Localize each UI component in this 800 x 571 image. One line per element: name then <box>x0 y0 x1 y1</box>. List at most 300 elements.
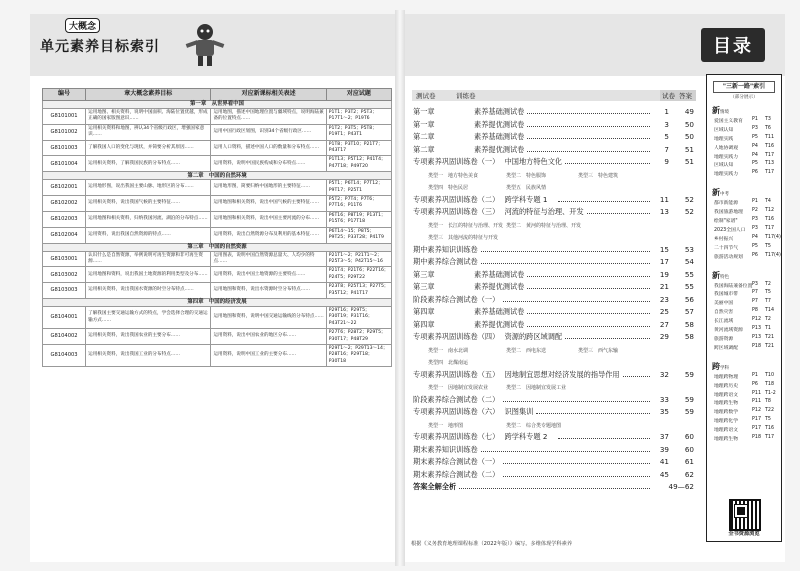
index-item[interactable] <box>712 199 778 208</box>
toc-paper-page: 23 <box>659 294 669 304</box>
toc-entry-label: 专项素养巩固训练卷（一） <box>413 157 500 166</box>
index-item-page: P3 <box>752 125 758 131</box>
index-item-question: T12 <box>765 208 775 214</box>
toc-paper-page: 21 <box>659 282 669 291</box>
toc-entry[interactable] <box>410 269 695 282</box>
index-item-page: P5 <box>752 243 758 249</box>
index-item-question: T21 <box>765 343 775 349</box>
index-title: 单元素养目标索引 <box>40 39 160 55</box>
toc-paper-page: 27 <box>659 319 669 329</box>
table-row <box>43 344 392 366</box>
toc-entry-title: 素养基础测试卷 <box>474 107 525 116</box>
toc-leader-dots <box>565 338 650 339</box>
toc-subtype: 类型三 特色建筑 <box>578 172 619 179</box>
toc-entry-title: 中国地方特色文化 <box>504 157 563 166</box>
chapter-title: 第四章 中国的经济发展 <box>43 298 392 306</box>
index-item[interactable] <box>712 252 781 262</box>
toc-leader-dots <box>558 201 650 202</box>
toc-answer-page: 56 <box>684 294 694 304</box>
index-group <box>712 187 781 261</box>
index-item-page: P5 <box>752 134 758 140</box>
index-item[interactable] <box>712 435 778 444</box>
index-item-page: P17 <box>752 426 761 432</box>
toc-entry[interactable] <box>410 456 695 469</box>
toc-entry[interactable] <box>410 206 695 219</box>
index-item-name: 绘制"家谱" <box>714 219 738 225</box>
index-item[interactable] <box>712 117 778 126</box>
table-row <box>43 306 392 328</box>
cell-test: P21T1～2；P21T1～2；P25T3～5；P42T15～16 <box>326 251 391 267</box>
toc-paper-page: 9 <box>664 157 669 166</box>
toc-entry[interactable] <box>410 331 695 344</box>
index-item-name: 地理跨化学 <box>714 419 738 425</box>
cell-goal: 运用相关资料，说出我国农业的主要分布…… <box>86 329 211 345</box>
cell-req: 运用地图，描述中国地理位置与疆域特点，说明海陆兼备的位置特点…… <box>211 109 326 125</box>
cell-test: P6T14～15；P8T5；P9T25；P33T28；P41T9 <box>326 227 391 243</box>
index-item-question: T16 <box>765 217 775 223</box>
table-row <box>43 124 392 140</box>
index-item-page: P11 <box>752 399 761 405</box>
toc-entry[interactable] <box>410 131 695 144</box>
index-item-name: 地理跨生物 <box>714 437 738 443</box>
toc-answer-page: 60 <box>684 444 694 454</box>
index-item[interactable] <box>712 170 778 179</box>
toc-entry-title: 跨学科专题 2 <box>504 432 548 441</box>
index-item-question: T2 <box>765 281 771 287</box>
cell-req: 运用人口资料，描述中国人口的数量和分布特点…… <box>211 140 326 156</box>
toc-paper-page: 7 <box>664 144 669 154</box>
table-row <box>43 227 392 243</box>
toc-subtype: 类型一 长江的特征与治理、开发 <box>428 222 504 229</box>
toc-subtype: 类型二 黄河的特征与治理、开发 <box>506 222 582 229</box>
table-row <box>43 251 392 267</box>
toc-answer-page: 59 <box>684 394 694 404</box>
index-item[interactable] <box>712 382 778 391</box>
index-item-page: P13 <box>752 334 761 340</box>
toc-paper-page: 13 <box>659 207 669 216</box>
toc-entry[interactable] <box>410 469 695 482</box>
toc-leader-dots <box>481 451 650 452</box>
table-row <box>43 329 392 345</box>
index-group-title <box>712 187 778 199</box>
toc-entry[interactable] <box>410 256 695 269</box>
chapter-title: 第一章 从世界看中国 <box>43 101 392 109</box>
toc-leader-dots <box>459 488 650 489</box>
toc-leader-dots <box>527 126 650 127</box>
cell-req: 运用图表，说明中国自然资源总量大、人均少的特点…… <box>211 251 326 267</box>
index-item-question: T5 <box>765 290 771 296</box>
table-row <box>43 267 392 283</box>
index-item-page: P4 <box>752 143 758 149</box>
toc-entry[interactable] <box>410 431 695 444</box>
toc-entry-label: 专项素养巩固训练卷（七） <box>413 432 500 441</box>
toc-entry[interactable] <box>410 394 695 407</box>
index-item-name: 旅游资源 <box>714 336 734 342</box>
cell-code: G8104001 <box>43 306 86 328</box>
table-row <box>43 180 392 196</box>
index-item-page: P1 <box>752 372 758 378</box>
group-tag: 中考 <box>720 192 729 198</box>
index-item-name: 旅游活动规划 <box>714 254 743 260</box>
index-item-name: 地理实践力 <box>714 172 738 178</box>
index-item-page: P11 <box>752 390 761 396</box>
toc-header-name: 训练卷 <box>456 92 476 100</box>
index-page <box>30 14 395 562</box>
cell-req: 运用资料，说明中国民族构成和分布特点…… <box>211 156 326 172</box>
cell-test: P1T1；P3T2；P5T3；P17T1～2；P19T6 <box>326 109 391 125</box>
toc-entry-label: 专项素养巩固训练卷（三） <box>413 207 500 216</box>
toc-entry-label: 第三章 <box>413 282 435 291</box>
toc-subtypes <box>410 219 695 232</box>
cell-goal: 运用相关资料，说出我国工业的分布特点…… <box>86 344 211 366</box>
cell-req: 运用地图和相关资料，说出中国气候的主要特征…… <box>211 196 326 212</box>
index-item[interactable] <box>712 299 778 308</box>
index-item-name: 自然灾害 <box>714 310 734 316</box>
toc-entry[interactable] <box>410 319 695 332</box>
cell-goal: 运用地图、相关资料，说明中国面积、海陆位置优越，形成正确的国家版图意识…… <box>86 109 211 125</box>
index-item-question: T21 <box>765 334 775 340</box>
index-item-page: P6 <box>752 381 758 387</box>
toc-entry[interactable] <box>410 281 695 294</box>
chapter-title: 第二章 中国的自然环境 <box>43 172 392 180</box>
toc-entry-label: 第四章 <box>413 307 435 316</box>
cell-req: 运用中国行政区划图，识别34个省级行政区…… <box>211 124 326 140</box>
toc-answer-page: 57 <box>684 307 694 316</box>
index-item-page: P1 <box>752 117 758 122</box>
toc-subtype: 类型一 地形图 <box>428 422 464 429</box>
toc-entry-label: 第二章 <box>413 132 435 141</box>
index-item-name: 地理跨物理 <box>714 374 738 380</box>
toc-leader-dots <box>565 163 650 164</box>
index-item-page: P8 <box>752 308 758 314</box>
cell-test: P6T16；P8T19；P13T1；P15T6；P17T18 <box>326 211 391 227</box>
index-item[interactable] <box>712 208 778 217</box>
toc-subtypes <box>410 181 695 194</box>
toc-entry-title: 素养提优测试卷 <box>474 144 525 154</box>
toc-entry-title: 素养基础测试卷 <box>474 132 525 141</box>
toc-page-header <box>660 90 696 101</box>
toc-subtypes <box>410 419 695 432</box>
index-item-name: 爱国主义教育 <box>714 119 743 124</box>
index-group <box>712 270 778 353</box>
index-item-name: 长江流域 <box>714 319 734 325</box>
index-item[interactable] <box>712 426 778 435</box>
index-item-question: T3 <box>765 117 771 122</box>
toc-paper-page: 15 <box>659 244 669 254</box>
brand-badge: 大概念 <box>65 18 100 33</box>
index-item-question: T16 <box>765 143 775 149</box>
cell-code: G8103001 <box>43 251 86 267</box>
toc-leader-dots <box>503 463 650 464</box>
cell-test: P29T16；P29T5；P30T19；P31T16；P43T21～22 <box>326 306 391 328</box>
index-item[interactable] <box>712 161 778 170</box>
cell-code: G8102004 <box>43 227 86 243</box>
index-item-name: 我国旅游地理 <box>714 210 743 216</box>
toc-entry[interactable] <box>410 194 695 207</box>
toc-entry-label: 专项素养巩固训练卷（五） <box>413 369 500 379</box>
index-item[interactable] <box>712 234 781 244</box>
cell-req: 运用资料，说明中国工业的主要分布…… <box>211 344 326 366</box>
toc-entry-title: 跨学科专题 1 <box>504 194 548 204</box>
toc-leader-dots <box>623 376 650 377</box>
cell-code: G8101001 <box>43 109 86 125</box>
footnote: 根据《义务教育地理课程标准（2022年版）》编写。多维体现学科素养 <box>411 541 573 547</box>
toc-entry[interactable] <box>410 244 695 257</box>
index-item-page: P3 <box>752 225 758 231</box>
group-tag: 学科 <box>720 365 729 371</box>
index-item[interactable] <box>712 408 778 417</box>
index-item[interactable] <box>712 344 778 353</box>
toc-answer-page: 58 <box>684 332 694 341</box>
table-row <box>43 283 392 299</box>
index-item-question: T6 <box>765 125 771 131</box>
toc-leader-dots <box>481 263 650 264</box>
col-tests: 对应试题 <box>326 89 391 101</box>
index-item-name: 地理实践 <box>714 136 734 142</box>
toc-answer-page: 50 <box>684 132 694 141</box>
table-row <box>43 211 392 227</box>
table-row <box>43 196 392 212</box>
index-item-page: P13 <box>752 326 761 332</box>
cell-goal: 运用地图和资料，说出我国土地资源的利用类型及分布…… <box>86 267 211 283</box>
col-code: 编号 <box>43 89 86 101</box>
toc-leader-dots <box>527 326 650 327</box>
index-item-question: T17(4) <box>765 252 781 258</box>
index-item[interactable] <box>712 317 778 326</box>
index-group <box>712 361 778 444</box>
index-item-name: 地理跨语文 <box>714 428 738 434</box>
toc-entry[interactable] <box>410 481 695 494</box>
toc-subtype: 类型二 西电东送 <box>506 347 547 354</box>
toc-subtypes <box>410 231 695 244</box>
toc-subtype: 类型三 西气东输 <box>578 347 619 354</box>
cell-test: P1T13；P5T12；P41T4；P47T18；P49T20 <box>326 156 391 172</box>
group-tag: 情境 <box>720 110 729 115</box>
toc-entry-title: 资源的跨区域调配 <box>504 332 563 341</box>
toc-answer-page: 60 <box>684 432 694 441</box>
table-header-row <box>43 89 392 101</box>
toc-entry-title: 素养基础测试卷 <box>474 269 525 279</box>
toc-entry-label: 期末素养综合测试卷（二） <box>413 469 500 479</box>
toc-entry[interactable] <box>410 144 695 157</box>
toc-answer-page: 50 <box>684 119 694 129</box>
cell-req: 运用地形图，简要归纳中国地形的主要特征…… <box>211 180 326 196</box>
index-item-question: T17 <box>765 225 775 231</box>
index-item-name: 地理跨历史 <box>714 383 738 389</box>
index-item-page: P7 <box>752 290 758 296</box>
index-item[interactable] <box>712 308 778 317</box>
index-item-question: T5 <box>765 243 771 249</box>
toc-answer-page: 55 <box>684 269 694 279</box>
cell-goal: 运用地形图，说出我国主要山脉、地形区的分布…… <box>86 180 211 196</box>
toc-leader-dots <box>503 476 650 477</box>
toc-entry-label: 第三章 <box>413 269 435 279</box>
toc-paper-page: 35 <box>659 407 669 416</box>
toc-header-type: 测试卷 <box>416 92 436 100</box>
toc-paper-page: 1 <box>664 107 669 116</box>
toc-entry-label: 期末素养综合测试卷（一） <box>413 457 500 466</box>
toc-entry-label: 专项素养巩固训练卷（四） <box>413 332 500 341</box>
toc-answer-page: 49 <box>684 107 694 116</box>
index-item-question: T13 <box>765 161 775 167</box>
toc-entry-label: 第二章 <box>413 144 435 154</box>
toc-page <box>405 14 785 562</box>
toc-list <box>410 106 695 494</box>
index-item[interactable] <box>712 244 778 253</box>
index-item-question: T8 <box>765 399 771 405</box>
index-item[interactable] <box>712 326 778 335</box>
index-item-page: P5 <box>752 161 758 167</box>
index-item-page: P1 <box>752 199 758 205</box>
index-item-question: T18 <box>765 381 775 387</box>
toc-paper-page: 5 <box>664 132 669 141</box>
cell-code: G8102002 <box>43 196 86 212</box>
qr-label: 全书资源浏览 <box>728 531 760 537</box>
toc-subtype: 类型二 因地制宜发展工业 <box>506 385 567 391</box>
chapter-row <box>43 101 392 109</box>
index-item[interactable] <box>712 135 778 144</box>
index-item-page: P6 <box>752 170 758 176</box>
toc-paper-page: 39 <box>659 444 669 454</box>
toc-answer-page: 55 <box>684 282 694 291</box>
index-item-page: P3 <box>752 217 758 223</box>
toc-entry-label: 阶段素养综合测试卷（二） <box>413 394 500 404</box>
group-tag: 特色 <box>720 274 729 280</box>
cell-test: P1T8；P3T10；P21T7；P43T17 <box>326 140 391 156</box>
cell-code: G8103003 <box>43 283 86 299</box>
toc-entry[interactable] <box>410 306 695 319</box>
toc-header-paper: 试卷 <box>662 92 675 100</box>
index-item-page: P4 <box>752 234 758 240</box>
index-item-page: P12 <box>752 408 761 414</box>
toc-answer-page: 62 <box>684 469 694 479</box>
index-item-name: 我国海陆兼备位置 <box>714 283 753 289</box>
index-item[interactable] <box>712 417 778 426</box>
index-item[interactable] <box>712 226 778 235</box>
cell-test: P5T2；P7T4；P7T6；P7T16；P11T6 <box>326 196 391 212</box>
index-item-name: 二十四节气 <box>714 245 738 251</box>
cell-goal: 了解我国人口的变化与现状，并简要分析其原因…… <box>86 140 211 156</box>
index-item-name: 区域认知 <box>714 127 734 133</box>
chapter-title: 第三章 中国的自然资源 <box>43 243 392 251</box>
toc-entry[interactable] <box>410 156 695 169</box>
toc-subtype: 类型五 民族风情 <box>506 185 547 191</box>
toc-answer-page: 59 <box>684 407 694 416</box>
index-item-name: 地理跨生物 <box>714 401 738 407</box>
toc-paper-page: 33 <box>659 394 669 404</box>
cell-code: G8101002 <box>43 124 86 140</box>
index-item-question: T17 <box>765 152 775 158</box>
index-item-name: 我国城市带 <box>714 292 738 298</box>
cell-code: G8102001 <box>43 180 86 196</box>
toc-subtypes <box>410 344 695 357</box>
index-item-question: T1 <box>765 326 771 332</box>
index-item-question: T17 <box>765 435 775 441</box>
toc-column-header <box>412 90 660 101</box>
index-item[interactable] <box>712 373 778 382</box>
cell-code: G8104002 <box>43 329 86 345</box>
index-item-page: P2 <box>752 208 758 214</box>
toc-entry[interactable] <box>410 106 695 119</box>
group-title-char: 新 <box>712 188 720 198</box>
cell-req: 运用资料，说出自然资源分布及利用的基本特征…… <box>211 227 326 243</box>
toc-entry-label: 期中素养知识训练卷 <box>413 244 478 254</box>
toc-subtypes <box>410 169 695 182</box>
toc-subtype: 类型三 其他河流的特征与开发 <box>428 235 499 241</box>
chapter-row <box>43 243 392 251</box>
toc-paper-page: 49—62 <box>668 482 694 491</box>
toc-entry-label: 答案全解全析 <box>413 482 457 491</box>
table-row <box>43 140 392 156</box>
index-item-question: T10 <box>765 372 775 378</box>
col-goal: 章大概念素养目标 <box>86 89 211 101</box>
toc-entry[interactable] <box>410 444 695 457</box>
cell-goal: 运用相关资料，说出我国气候的主要特征…… <box>86 196 211 212</box>
toc-subtype: 类型四 北煤南运 <box>428 360 469 366</box>
index-item-page: P18 <box>752 435 761 441</box>
index-item[interactable] <box>712 217 778 226</box>
toc-entry[interactable] <box>410 294 695 307</box>
index-item[interactable] <box>712 335 778 344</box>
index-item-question: T2 <box>765 317 771 323</box>
index-item-name: 美丽中国 <box>714 301 734 307</box>
toc-entry-title: 因地制宜思想对经济发展的指导作用 <box>504 369 620 379</box>
cell-req: 运用资料，说出中国土地资源的主要特点…… <box>211 267 326 283</box>
toc-paper-page: 25 <box>659 307 669 316</box>
toc-entry[interactable] <box>410 369 695 382</box>
toc-entry-label: 第一章 <box>413 107 435 116</box>
index-item-name: 跨区域调配 <box>714 345 738 351</box>
toc-paper-page: 37 <box>659 432 669 441</box>
cell-req: 运用地图和资料，说明中国交通运输线的分布特点…… <box>211 306 326 328</box>
index-item-question: T1-2 <box>765 390 776 396</box>
toc-entry-label: 期末素养知识训练卷 <box>413 444 478 454</box>
index-item[interactable] <box>712 126 778 135</box>
index-item-question: T5 <box>765 417 771 423</box>
toc-entry[interactable] <box>410 119 695 132</box>
index-item-question: T11 <box>765 134 775 140</box>
qr-code[interactable] <box>729 499 761 531</box>
toc-entry[interactable] <box>410 406 695 419</box>
toc-leader-dots <box>503 401 650 402</box>
cell-code: G8102003 <box>43 211 86 227</box>
index-item-name: 都市新能源 <box>714 201 738 207</box>
toc-entry-title: 素养提优测试卷 <box>474 119 525 129</box>
toc-paper-page: 17 <box>659 257 669 266</box>
col-standard: 对应新课标相关表述 <box>211 89 326 101</box>
toc-entry-label: 专项素养巩固训练卷（二） <box>413 194 500 204</box>
toc-leader-dots <box>503 301 650 302</box>
chapter-row <box>43 172 392 180</box>
toc-entry-label: 第四章 <box>413 319 435 329</box>
mascot-illustration <box>180 20 230 68</box>
toc-answer-page: 52 <box>684 207 694 216</box>
toc-leader-dots <box>527 276 650 277</box>
index-item[interactable] <box>712 144 778 153</box>
index-item-name: 人地协调观 <box>714 145 738 151</box>
toc-answer-page: 58 <box>684 319 694 329</box>
index-item-name: 乡村振兴 <box>714 236 734 242</box>
index-group-title <box>712 361 778 373</box>
toc-answer-page: 51 <box>684 144 694 154</box>
index-item-question: T17 <box>765 170 775 176</box>
cell-goal: 运用地图和相关资料，归纳我国河流、湖泊的分布特点…… <box>86 211 211 227</box>
toc-subtypes <box>410 356 695 369</box>
toc-paper-page: 29 <box>659 332 669 341</box>
toc-leader-dots <box>536 413 650 414</box>
cell-req: 运用地图和资料，说出水资源时空分布特点…… <box>211 283 326 299</box>
toc-entry-title: 识图集训 <box>504 407 534 416</box>
